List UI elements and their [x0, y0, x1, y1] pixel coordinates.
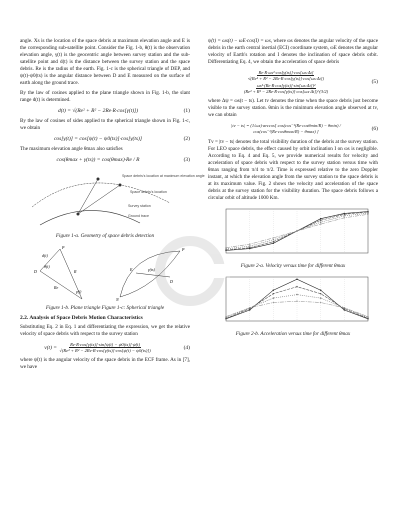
acceleration-data-point — [344, 307, 345, 308]
acceleration-data-point — [320, 297, 321, 298]
equation-body — [20, 342, 176, 353]
paragraph: Tv = |tv − ts| denotes the total visibility duration of the debris at the survey station. For LEO space debris, the effect caused by orbit inclination I on ωs is negligible. According to Eq. 4 and Eq. 5, we provide numerical results for velocity and acceleration of space debris with respect to the survey station versus time with θmax ranging from π/4 to π/2. Time is expressed relative to the zero Doppler instant, at which the elevation angle from the survey station to the space debris is at its maximum value. Fig. 2 shows the velocity and acceleration of the space debris at the survey station for the visibility duration. The space debris follows a circular orbit of altitude 1000 Km. — [208, 139, 378, 201]
velocity-data-point — [273, 241, 274, 242]
figure-1bc — [20, 243, 190, 303]
acceleration-data-point — [273, 302, 274, 303]
fig-label: D — [170, 279, 173, 284]
fig-label: P — [62, 245, 65, 250]
velocity-data-point — [320, 222, 321, 223]
acceleration-series-line — [226, 295, 368, 318]
acceleration-data-point — [249, 309, 250, 310]
figure-1a-caption: Figure 1-a. Geometry of space debris detection — [55, 233, 155, 239]
equation-number: (5) — [371, 79, 378, 85]
velocity-data-point — [273, 237, 274, 238]
velocity-data-point — [344, 217, 345, 218]
denominator: (Re² + R² − 2Re·R·cos[γ(ts)]·cos[ωs·Δt])^(3/2) — [243, 89, 329, 94]
figure-1bc-caption: Figure 1-b. Plane triangle Figure 1-c: Spherical triangle — [45, 305, 165, 311]
equation-2 — [20, 136, 190, 142]
inline-equation: ψ̇(t) = ωs(t) − ωE·cos(I) = ωs — [208, 38, 271, 44]
equation-3 — [20, 157, 190, 163]
fig-label: D — [34, 269, 37, 274]
paragraph: The maximum elevation angle θmax also satisfies — [20, 146, 123, 152]
equation-4 — [20, 342, 190, 353]
numerator: Re·R·ωs²·cos[γ(ts)]·cos[ωs·Δt] — [258, 70, 314, 75]
figure-1bc-drawing — [20, 243, 190, 303]
fig-label: θ(t) — [44, 264, 50, 269]
equation-body: cos(θmax + γ(ts)) = cos(θmax)·Re / R — [56, 157, 140, 163]
equation-lhs: v(t) = — [44, 344, 57, 351]
acceleration-data-point — [296, 301, 297, 302]
fig-label: γ(t) — [76, 289, 82, 294]
fig-label: P — [182, 247, 185, 252]
equation-body — [208, 70, 364, 94]
equation-number: (3) — [183, 157, 190, 163]
velocity-data-point — [225, 248, 226, 249]
velocity-data-point — [249, 244, 250, 245]
velocity-data-point — [367, 214, 368, 215]
numerator: ωs²·(Re·R·cos[γ(ts)]·sin[ωs·Δt])² — [256, 83, 316, 88]
equation-number: (6) — [371, 126, 378, 132]
figure-2a-caption: Figure 2-a. Velocity versus time for different θmax — [240, 263, 346, 269]
fraction — [243, 83, 329, 94]
equation-number: (2) — [183, 136, 190, 142]
acceleration-data-point — [296, 294, 297, 295]
fraction — [58, 342, 151, 353]
line-of-sight — [78, 185, 120, 214]
fig-label: Survey station — [128, 204, 151, 208]
equation-number: (1) — [183, 108, 190, 114]
figure-2a — [208, 205, 378, 261]
denominator: √(Re² + R² − 2Re·R·cos[γ(ts)]·cos[ψ(t) − ψ0(ts)]) — [59, 348, 151, 353]
paragraph: By the law of cosines of sides applied to the spherical triangle shown in Fig. 1-c, we obtain — [20, 118, 190, 131]
denominator: √(Re² + R² − 2Re·R·cos[γ(ts)]·cos[ωs·Δt]) — [247, 76, 325, 81]
fraction — [247, 70, 325, 81]
debris-point — [119, 184, 122, 187]
acceleration-data-point — [296, 279, 297, 280]
acceleration-data-point — [296, 286, 297, 287]
fig-label: R — [74, 269, 77, 274]
velocity-data-point — [273, 243, 274, 244]
paragraph: By the law of cosines applied to the plane triangle shown in Fig. 1-b, the slant range d(t) is determined. — [20, 90, 190, 103]
paragraph: where Δψ = ωs(t − ts). Let tv denotes the time when the space debris just become visible to the survey station. θmin is the minimum elevation angle observed at tv, we can obtain — [208, 98, 378, 118]
equation-number: (4) — [183, 344, 190, 351]
earth-arc — [40, 210, 140, 225]
acceleration-data-point — [320, 290, 321, 291]
acceleration-chart — [208, 273, 378, 329]
equation-5 — [208, 70, 378, 94]
velocity-data-point — [344, 215, 345, 216]
paragraph: angle. Xs is the location of the space debris at maximum elevation angle and E is the corresponding sub-satellite point. Consider the Fig. 1-b, θ(t) is the observation elevation angle, γ(t) is the geocentric angle between survey station and the sub-satellite point and d(t) is the distance between the survey station and the space debris. Re is the radius of the earth. Fig. 1-c is the spherical triangle of DEP, and ψ(t)-ψ0(ts) is the angular distance between D and E measured on the surface of earth along the ground trace. — [20, 38, 190, 86]
fig-label: E — [130, 267, 133, 272]
equation-6 — [208, 123, 378, 135]
figure-2b — [208, 273, 378, 329]
velocity-data-point — [320, 223, 321, 224]
fig-label: Space debris's location at maximum elevation angle — [122, 174, 205, 178]
section-heading: 2.2. Analysis of Space Debris Motion Characteristics — [20, 315, 143, 321]
paragraph — [208, 38, 378, 66]
paragraph: where ψ̇(t) is the angular velocity of the space debris in the ECF frame. As in [7], we have — [20, 357, 190, 370]
fig-label: γ(ts) — [148, 267, 155, 272]
fig-label: Ground trace — [128, 214, 149, 218]
sphere-arc — [120, 251, 180, 297]
velocity-data-point — [320, 220, 321, 221]
fig-label: d(t) — [42, 253, 48, 258]
figure-1a-drawing — [20, 167, 205, 231]
fig-label: N — [116, 297, 119, 302]
right-column — [208, 38, 378, 341]
acceleration-data-point — [225, 316, 226, 317]
acceleration-data-point — [249, 307, 250, 308]
acceleration-data-point — [320, 302, 321, 303]
fig-label: Space debris's location — [130, 190, 167, 194]
station-point — [77, 213, 80, 216]
sphere-arc — [120, 251, 180, 297]
equation-body: cos[γ(t)] = cos[ψ(t) − ψ0(ts)]·cos[γ(ts)] — [53, 136, 143, 142]
acceleration-data-point — [344, 309, 345, 310]
equation-1 — [20, 108, 190, 114]
acceleration-data-point — [367, 316, 368, 317]
velocity-data-point — [225, 247, 226, 248]
equation-body: |tv − ts| = (1/ωs)·arccos[ cos(cos⁻¹(Re·cosθmin/R) − θmin) / cos(cos⁻¹(Re·cosθmax/R) − θmax) ] — [231, 123, 341, 134]
numerator: Re·R·cos[γ(ts)]·sin[ψ(t) − ψ0(ts)]·ψ̇(t) — [70, 342, 140, 347]
velocity-chart — [208, 205, 378, 261]
fig-label: Re — [54, 285, 59, 290]
acceleration-data-point — [273, 297, 274, 298]
acceleration-data-point — [320, 293, 321, 294]
sphere-edge — [136, 273, 170, 277]
paragraph-text: , where ωs denotes the angular velocity of the space debris in the earth central inertial (ECI) coordinate system, ωE denotes the angular velocity of Earth's rotation and I denotes the inclination of space debris orbit. Differentiating Eq. 4, we obtain the acceleration of space debris — [208, 38, 378, 65]
velocity-data-point — [273, 239, 274, 240]
paragraph: Substituting Eq. 2 in Eq. 1 and differentiating the expression, we get the relative velocity of space debris with respect to the survey station — [20, 324, 190, 337]
velocity-data-point — [320, 218, 321, 219]
figure-1a — [20, 167, 205, 231]
velocity-data-point — [367, 212, 368, 213]
debris-point — [97, 178, 100, 181]
acceleration-data-point — [273, 293, 274, 294]
velocity-data-point — [344, 214, 345, 215]
figure-2b-caption: Figure 2-b. Acceleration versus time for different θmax — [235, 331, 351, 337]
velocity-data-point — [249, 245, 250, 246]
acceleration-data-point — [273, 290, 274, 291]
velocity-data-point — [249, 247, 250, 248]
left-column — [20, 38, 205, 374]
equation-body: d(t) = √(Re² + R² − 2Re·R·cos[γ(t)]) — [57, 108, 139, 114]
velocity-data-point — [296, 230, 297, 231]
